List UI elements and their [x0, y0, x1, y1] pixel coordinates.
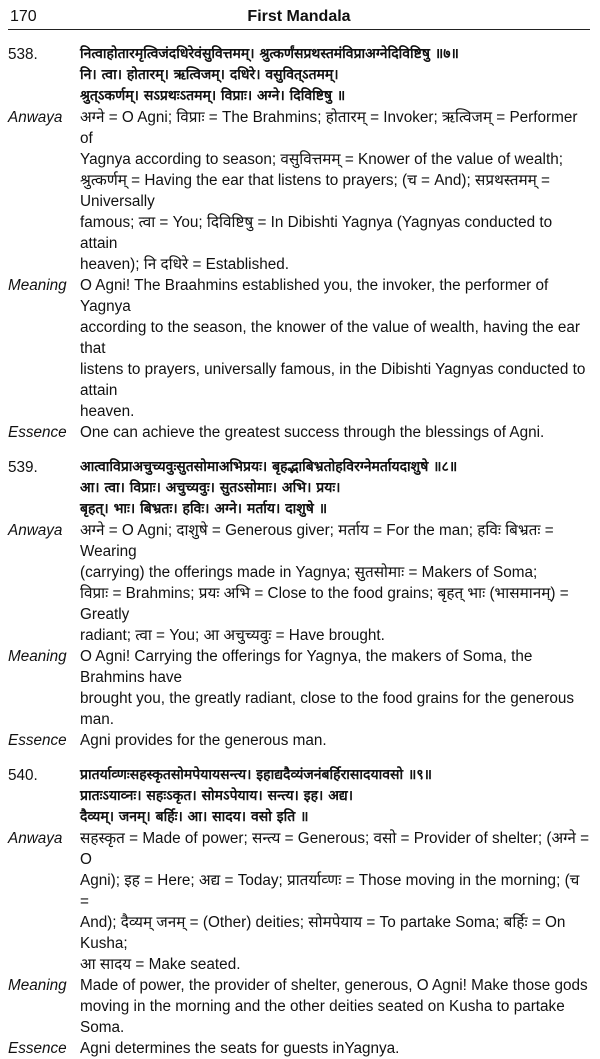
sanskrit-line: प्रातर्याव्णःसहस्कृतसोमपेयायसन्त्य। इहाद्यदैव्यंजनंबर्हिरासादयावसो ॥९॥ — [80, 767, 432, 783]
essence-text: Agni provides for the generous man. — [80, 732, 327, 749]
meaning-label: Meaning — [8, 277, 67, 294]
verse-number: 538. — [8, 46, 38, 63]
running-title: First Mandala — [247, 8, 351, 25]
sanskrit-line: श्रुत्ऽकर्णम्। सऽप्रथःऽतमम्। विप्राः। अग्ने। दिविष्टिषु ॥ — [80, 88, 346, 104]
sanskrit-verse — [80, 457, 590, 520]
sanskrit-line: आ। त्वा। विप्राः। अचुच्यवुः। सुतऽसोमाः। अभि। प्रयः। — [80, 480, 341, 496]
anwaya-label: Anwaya — [8, 830, 63, 847]
sanskrit-line: आत्वाविप्राअचुच्यवुःसुतसोमाअभिप्रयः। बृहद्भाबिभ्रतोहविरग्नेमर्तायदाशुषे ॥८॥ — [80, 459, 458, 475]
sanskrit-verse — [80, 44, 590, 107]
anwaya-label: Anwaya — [8, 522, 63, 539]
essence-label: Essence — [8, 732, 67, 749]
meaning-text: O Agni! The Braahmins established you, the invoker, the performer of Yagnya according to the season, the knower of the value of wealth, having the ear that listens to prayers, universally famous, in the Dibishti Yagnyas conducted to attain heaven. — [80, 277, 586, 420]
sanskrit-line: नित्वाहोतारमृत्विजंदधिरेवंसुवित्तमम्। श्रुत्कर्णंसप्रथस्तमंविप्राअग्नेदिविष्टिषु ॥७॥ — [80, 46, 459, 62]
essence-text: Agni determines the seats for guests inYagnya. — [80, 1040, 400, 1057]
page-header — [8, 6, 590, 30]
sanskrit-verse — [80, 765, 590, 828]
verse-number: 539. — [8, 459, 38, 476]
verse-number: 540. — [8, 767, 38, 784]
verse-538 — [8, 44, 590, 443]
page-number: 170 — [10, 8, 37, 25]
meaning-text: Made of power, the provider of shelter, generous, O Agni! Make those gods moving in the morning and the other deities seated on Kusha to partake Soma. — [80, 977, 588, 1036]
anwaya-text: अग्ने = O Agni; दाशुषे = Generous giver; मर्ताय = For the man; हविः बिभ्रतः = Wearing (carrying) the offerings made in Yagnya; सुतसोमाः = Makers of Soma; विप्राः = Brahmins; प्रयः अभि = Close to the food grains; बृहत् भाः (भासमानम्) = Greatly radiant; त्वा = You; आ अचुच्यवुः = Have brought. — [80, 522, 569, 644]
sanskrit-line: नि। त्वा। होतारम्। ऋत्विजम्। दधिरे। वसुवित्ऽतमम्। — [80, 67, 339, 83]
essence-label: Essence — [8, 424, 67, 441]
anwaya-text: सहस्कृत = Made of power; सन्त्य = Generous; वसो = Provider of shelter; (अग्ने = O Agni); इह = Here; अद्य = Today; प्रातर्याव्णः = Those moving in the morning; (च = And); दैव्यम् जनम् = (Other) deities; सोमपेयाय = To partake Soma; बर्हिः = On Kusha; आ सादय = Make seated. — [80, 830, 590, 973]
essence-label: Essence — [8, 1040, 67, 1057]
sanskrit-line: प्रातःऽयाव्नः। सहःऽकृत। सोमऽपेयाय। सन्त्य। इह। अद्य। — [80, 788, 354, 804]
sanskrit-line: बृहत्। भाः। बिभ्रतः। हविः। अग्ने। मर्ताय। दाशुषे ॥ — [80, 501, 328, 517]
verse-539 — [8, 457, 590, 751]
anwaya-text: अग्ने = O Agni; विप्राः = The Brahmins; होतारम् = Invoker; ऋत्विजम् = Performer of Yagnya according to season; वसुवित्तमम् = Knower of the value of wealth; श्रुत्कर्णम् = Having the ear that listens to prayers; (च = And); सप्रथस्तमम् = Universally famous; त्वा = You; दिविष्टिषु = In Dibishti Yagnya (Yagnyas conducted to attain heaven); नि दधिरे = Established. — [80, 109, 578, 273]
meaning-text: O Agni! Carrying the offerings for Yagnya, the makers of Soma, the Brahmins have brought you, the greatly radiant, close to the food grains for the generous man. — [80, 648, 575, 728]
essence-text: One can achieve the greatest success through the blessings of Agni. — [80, 424, 545, 441]
meaning-label: Meaning — [8, 648, 67, 665]
sanskrit-line: दैव्यम्। जनम्। बर्हिः। आ। सादय। वसो इति ॥ — [80, 809, 309, 825]
verse-540 — [8, 765, 590, 1059]
anwaya-label: Anwaya — [8, 109, 63, 126]
meaning-label: Meaning — [8, 977, 67, 994]
